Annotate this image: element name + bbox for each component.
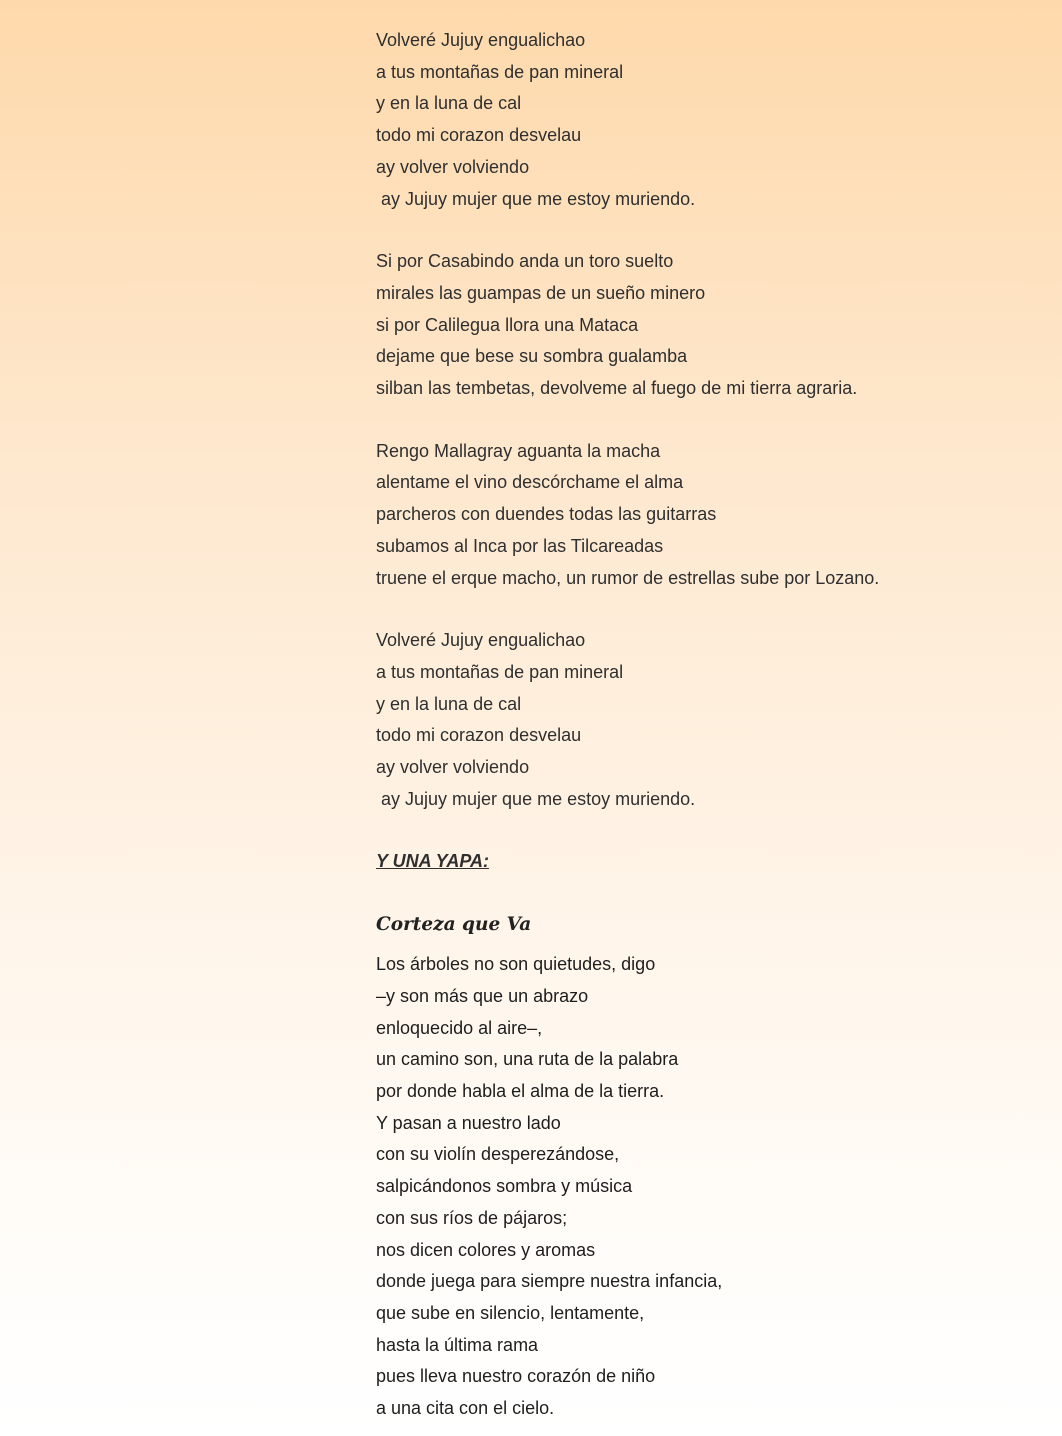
poem-line: nos dicen colores y aromas bbox=[376, 1239, 596, 1260]
poem-line: salpicándonos sombra y música bbox=[376, 1176, 633, 1197]
poem-line: pues lleva nuestro corazón de niño bbox=[376, 1366, 656, 1387]
stanza-1 bbox=[376, 25, 1016, 215]
stanza-4 bbox=[376, 625, 1016, 815]
poem-line: Y pasan a nuestro lado bbox=[376, 1112, 561, 1133]
lyric-line: a tus montañas de pan mineral bbox=[376, 61, 624, 82]
lyric-line: ay Jujuy mujer que me estoy muriendo. bbox=[376, 788, 696, 809]
lyric-line: truene el erque macho, un rumor de estrellas sube por Lozano. bbox=[376, 567, 880, 588]
poem-line: que sube en silencio, lentamente, bbox=[376, 1302, 645, 1323]
lyric-line: silban las tembetas, devolveme al fuego de mi tierra agraria. bbox=[376, 378, 858, 399]
lyric-line: a tus montañas de pan mineral bbox=[376, 661, 624, 682]
poem-line: con su violín desperezándose, bbox=[376, 1144, 620, 1165]
poem-title: Corteza que Va bbox=[376, 914, 532, 936]
lyric-line: Rengo Mallagray aguanta la macha bbox=[376, 440, 661, 461]
lyric-line: y en la luna de cal bbox=[376, 693, 522, 714]
lyric-line: si por Calilegua llora una Mataca bbox=[376, 314, 639, 335]
lyric-line: alentame el vino descórchame el alma bbox=[376, 472, 684, 493]
lyric-line: ay Jujuy mujer que me estoy muriendo. bbox=[376, 188, 696, 209]
lyric-line: todo mi corazon desvelau bbox=[376, 725, 582, 746]
lyrics-column bbox=[376, 25, 1016, 1425]
lyric-line: subamos al Inca por las Tilcareadas bbox=[376, 535, 664, 556]
lyric-line: dejame que bese su sombra gualamba bbox=[376, 346, 688, 367]
poem-line: con sus ríos de pájaros; bbox=[376, 1207, 568, 1228]
lyric-line: Volveré Jujuy engualichao bbox=[376, 30, 586, 50]
poem-corteza bbox=[376, 909, 1016, 1425]
poem-line: enloquecido al aire–, bbox=[376, 1017, 543, 1038]
poem-line: por donde habla el alma de la tierra. bbox=[376, 1080, 665, 1101]
stanza-3 bbox=[376, 436, 1016, 595]
lyric-line: Si por Casabindo anda un toro suelto bbox=[376, 251, 674, 272]
poem-line: hasta la última rama bbox=[376, 1334, 539, 1355]
lyric-line: mirales las guampas de un sueño minero bbox=[376, 282, 706, 303]
poem-line: –y son más que un abrazo bbox=[376, 985, 589, 1006]
poem-line: a una cita con el cielo. bbox=[376, 1398, 555, 1419]
lyric-line: Volveré Jujuy engualichao bbox=[376, 630, 586, 651]
lyric-line: ay volver volviendo bbox=[376, 757, 530, 778]
poem-line: un camino son, una ruta de la palabra bbox=[376, 1049, 679, 1070]
stanza-2 bbox=[376, 246, 1016, 405]
poem-line: donde juega para siempre nuestra infancia, bbox=[376, 1271, 723, 1292]
yapa-heading: Y UNA YAPA: bbox=[376, 851, 490, 872]
lyric-line: todo mi corazon desvelau bbox=[376, 125, 582, 146]
lyric-line: ay volver volviendo bbox=[376, 156, 530, 177]
lyric-line: parcheros con duendes todas las guitarras bbox=[376, 504, 717, 525]
lyric-line: y en la luna de cal bbox=[376, 93, 522, 114]
poem-line: Los árboles no son quietudes, digo bbox=[376, 954, 656, 975]
